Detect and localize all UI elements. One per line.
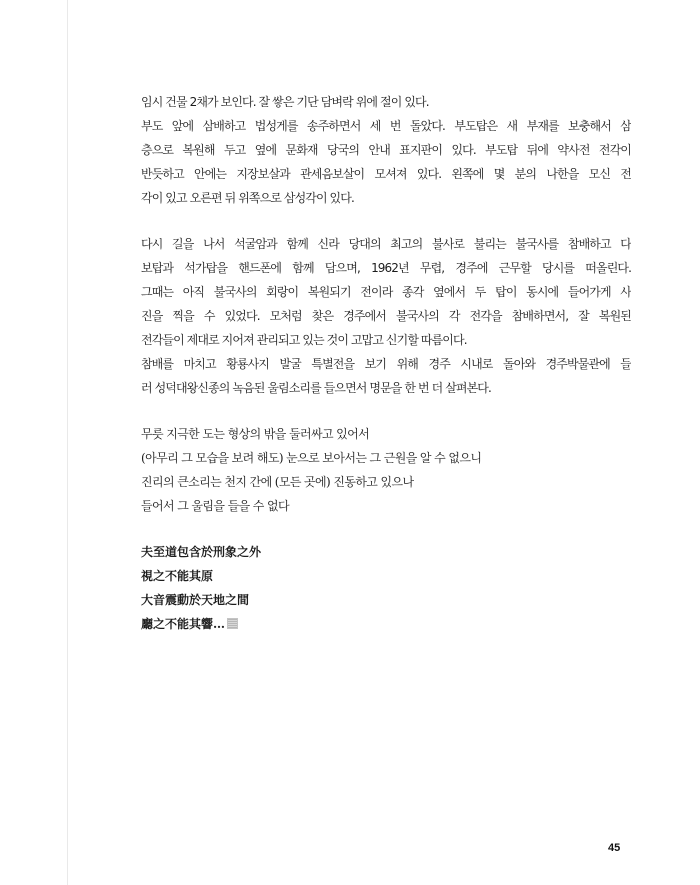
text-line: 진을 찍을 수 있었다. 모처럼 찾은 경주에서 불국사의 각 전각을 참배하면서, 잘 복원된 <box>141 309 631 323</box>
paragraph-spacer <box>141 400 631 422</box>
text-line: 층으로 복원해 두고 옆에 문화재 당국의 안내 표지판이 있다. 부도탑 뒤에 약사전 전각이 <box>141 143 631 157</box>
text-line: 다시 길을 나서 석굴암과 함께 신라 당대의 최고의 불사로 불리는 불국사를 참배하고 다 <box>141 237 631 251</box>
poem-line: 진리의 큰소리는 천지 간에 (모든 곳에) 진동하고 있으나 <box>141 475 414 489</box>
text-line: 전각들이 제대로 지어져 관리되고 있는 것이 고맙고 신기할 따름이다. <box>141 333 467 347</box>
paragraph-temple-site <box>141 90 631 210</box>
hanja-line: 視之不能其原 <box>141 569 214 583</box>
text-line: 참배를 마치고 황룡사지 발굴 특별전을 보기 위해 경주 시내로 돌아와 경주박물관에 들 <box>141 357 631 371</box>
paragraph-spacer <box>141 210 631 232</box>
hanja-line-text: 廳之不能其響… <box>141 617 226 631</box>
paragraph-spacer <box>141 518 631 540</box>
text-line: 그때는 아직 불국사의 회랑이 복원되기 전이라 종각 옆에서 두 탑이 동시에 들어가게 사 <box>141 285 631 299</box>
page-number: 45 <box>608 842 621 854</box>
poem-korean-translation <box>141 422 631 518</box>
page-gutter-line <box>67 0 68 885</box>
page-body <box>141 90 631 636</box>
poem-line: (아무리 그 모습을 보려 해도) 눈으로 보아서는 그 근원을 알 수 없으니 <box>141 451 482 465</box>
poem-line: 무릇 지극한 도는 형상의 밖을 둘러싸고 있어서 <box>141 427 370 441</box>
text-line: 임시 건물 2채가 보인다. 잘 쌓은 기단 담벼락 위에 절이 있다. <box>141 95 429 109</box>
hanja-line-last <box>141 612 631 636</box>
text-line: 각이 있고 오른편 뒤 위쪽으로 삼성각이 있다. <box>141 191 354 205</box>
poem-hanja-original <box>141 540 631 636</box>
poem-line: 들어서 그 울림을 들을 수 없다 <box>141 499 289 513</box>
hanja-line: 夫至道包含於刑象之外 <box>141 545 262 559</box>
hanja-line: 大音震動於天地之間 <box>141 593 250 607</box>
end-mark-icon <box>227 618 238 629</box>
text-line: 러 성덕대왕신종의 녹음된 울림소리를 들으면서 명문을 한 번 더 살펴본다. <box>141 381 491 395</box>
text-line: 보탑과 석가탑을 핸드폰에 함께 담으며, 1962년 무렵, 경주에 근무할 당시를 떠올린다. <box>141 261 631 275</box>
text-line: 부도 앞에 삼배하고 법성게를 송주하면서 세 번 돌았다. 부도탑은 새 부재를 보충해서 삼 <box>141 119 631 133</box>
text-line: 반듯하고 안에는 지장보살과 관세음보살이 모셔져 있다. 왼쪽에 몇 분의 나한을 모신 전 <box>141 167 631 181</box>
paragraph-bulguksa <box>141 232 631 400</box>
